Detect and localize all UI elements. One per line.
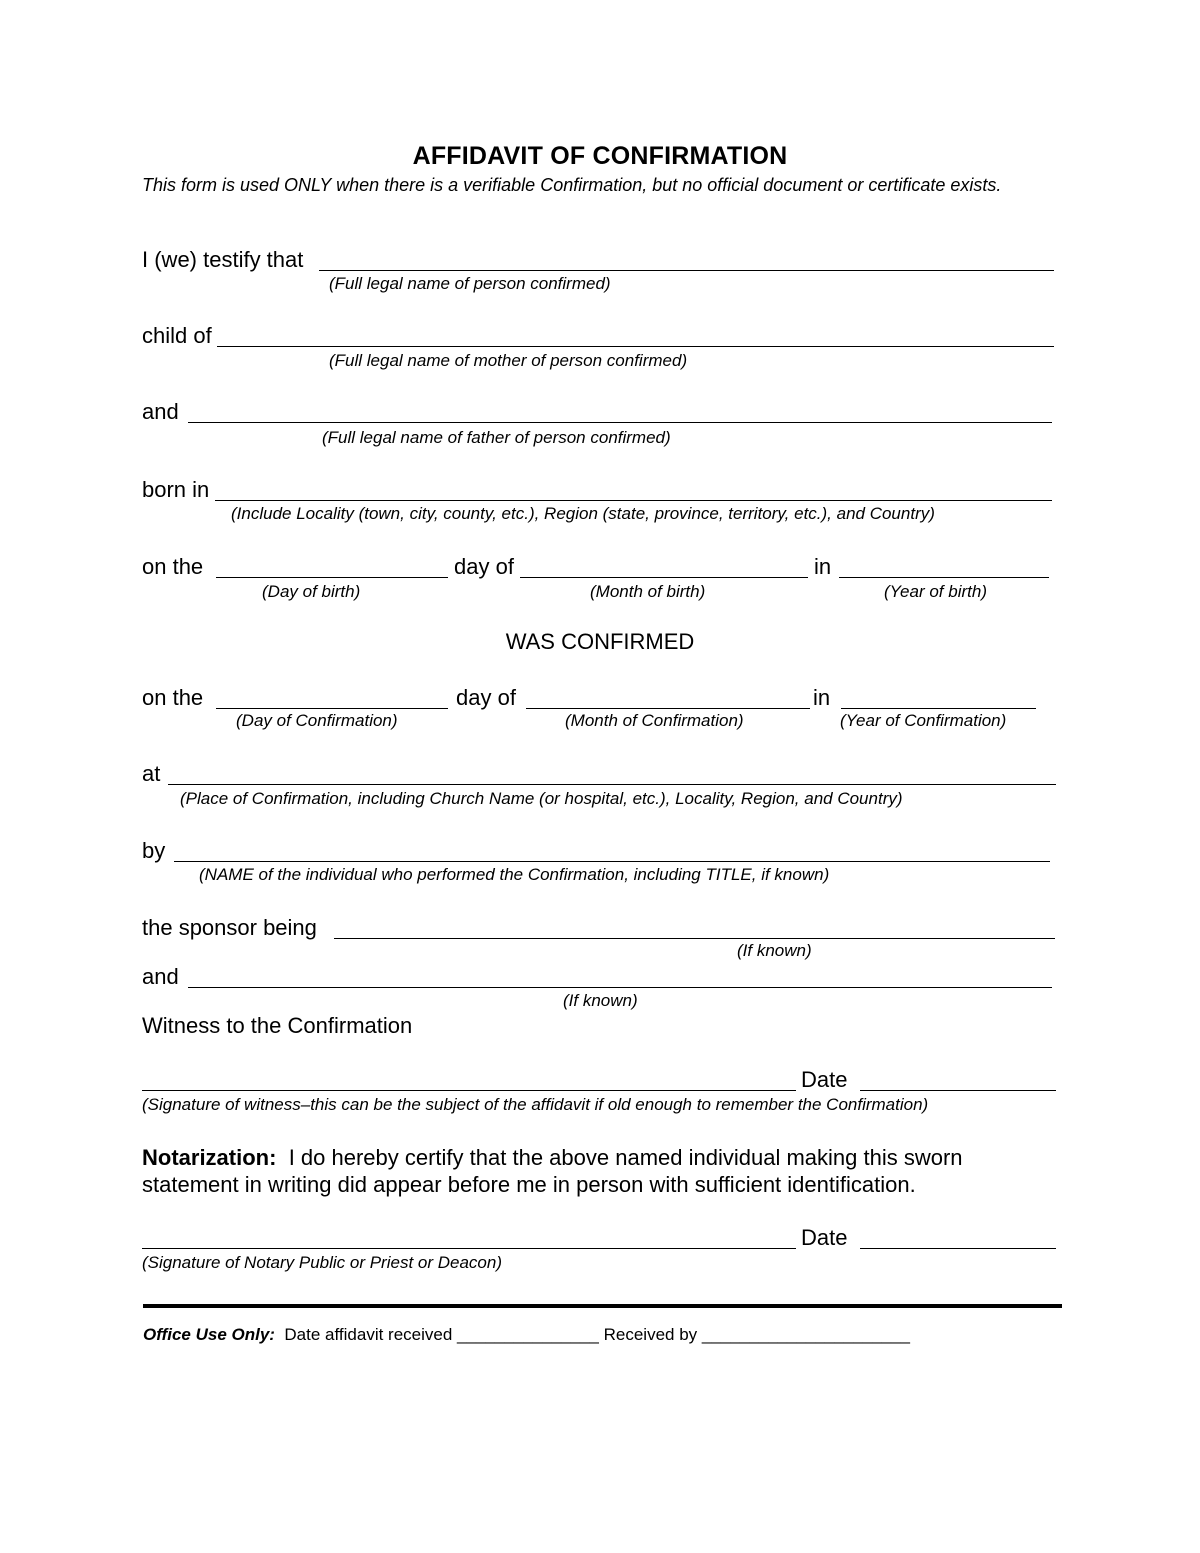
received-by-label: Received by: [603, 1325, 698, 1344]
conf-year-caption: (Year of Confirmation): [840, 711, 1007, 730]
received-date-label: Date affidavit received: [284, 1325, 453, 1344]
birth-year-field[interactable]: [839, 577, 1049, 578]
conf-day-caption: (Day of Confirmation): [236, 711, 398, 730]
notarization-label: Notarization:: [142, 1145, 277, 1170]
born-in-label: born in: [142, 477, 210, 502]
birth-day-field[interactable]: [216, 577, 448, 578]
sponsor1-field[interactable]: [334, 938, 1055, 939]
intro-text: This form is used ONLY when there is a verifiable Confirmation, but no official document or certificate exists.: [142, 175, 1002, 195]
person-name-caption: (Full legal name of person confirmed): [329, 274, 611, 293]
witness-signature-field[interactable]: [142, 1090, 796, 1091]
person-name-field[interactable]: [319, 270, 1054, 271]
sponsor-label: the sponsor being: [142, 915, 317, 940]
birth-month-field[interactable]: [520, 577, 808, 578]
birth-in-label: in: [814, 554, 832, 579]
notarization-text: I do hereby certify that the above named individual making this sworn statement in writing did appear before me in person with sufficient identification.: [142, 1145, 963, 1197]
notary-signature-field[interactable]: [142, 1248, 796, 1249]
sponsor2-field[interactable]: [188, 987, 1052, 988]
mother-name-caption: (Full legal name of mother of person confirmed): [329, 351, 688, 370]
at-label: at: [142, 761, 161, 786]
mother-name-field[interactable]: [217, 346, 1054, 347]
officiant-caption: (NAME of the individual who performed the Confirmation, including TITLE, if known): [199, 865, 830, 884]
page-title: AFFIDAVIT OF CONFIRMATION: [412, 142, 788, 170]
divider-rule: [143, 1304, 1062, 1308]
father-name-caption: (Full legal name of father of person confirmed): [322, 428, 671, 447]
sponsor1-caption: (If known): [737, 941, 812, 960]
conf-day-field[interactable]: [216, 708, 448, 709]
birth-year-caption: (Year of birth): [884, 582, 987, 601]
received-by-field[interactable]: ______________________: [701, 1325, 910, 1344]
was-confirmed-heading: WAS CONFIRMED: [505, 629, 695, 654]
birthplace-field[interactable]: [215, 500, 1052, 501]
received-date-field[interactable]: _______________: [457, 1325, 599, 1344]
testify-label: I (we) testify that: [142, 247, 304, 272]
notary-caption: (Signature of Notary Public or Priest or Deacon): [142, 1253, 502, 1272]
office-use-label: Office Use Only:: [143, 1325, 275, 1344]
conf-day-of-label: day of: [456, 685, 516, 710]
birth-month-caption: (Month of birth): [590, 582, 706, 601]
witness-date-field[interactable]: [860, 1090, 1056, 1091]
father-name-field[interactable]: [188, 422, 1052, 423]
conf-month-field[interactable]: [526, 708, 810, 709]
place-field[interactable]: [168, 784, 1056, 785]
birthplace-caption: (Include Locality (town, city, county, etc.), Region (state, province, territory, etc.), and Country): [231, 504, 935, 523]
conf-on-the-label: on the: [142, 685, 204, 710]
notary-date-field[interactable]: [860, 1248, 1056, 1249]
notary-date-label: Date: [801, 1225, 848, 1250]
by-label: by: [142, 838, 166, 863]
witness-heading: Witness to the Confirmation: [142, 1013, 413, 1038]
birth-day-caption: (Day of birth): [262, 582, 361, 601]
witness-date-label: Date: [801, 1067, 848, 1092]
and-label: and: [142, 399, 179, 424]
child-of-label: child of: [142, 323, 212, 348]
sponsor2-caption: (If known): [563, 991, 638, 1010]
birth-on-the-label: on the: [142, 554, 204, 579]
notarization-block: [142, 1144, 1062, 1198]
witness-caption: (Signature of witness–this can be the subject of the affidavit if old enough to remember the Confirmation): [142, 1095, 929, 1114]
sponsor2-label: and: [142, 964, 179, 989]
officiant-field[interactable]: [174, 861, 1050, 862]
conf-year-field[interactable]: [841, 708, 1036, 709]
place-caption: (Place of Confirmation, including Church Name (or hospital, etc.), Locality, Region, and Country): [180, 789, 903, 808]
conf-month-caption: (Month of Confirmation): [565, 711, 744, 730]
birth-day-of-label: day of: [454, 554, 514, 579]
conf-in-label: in: [813, 685, 831, 710]
office-use-row: [143, 1325, 910, 1345]
